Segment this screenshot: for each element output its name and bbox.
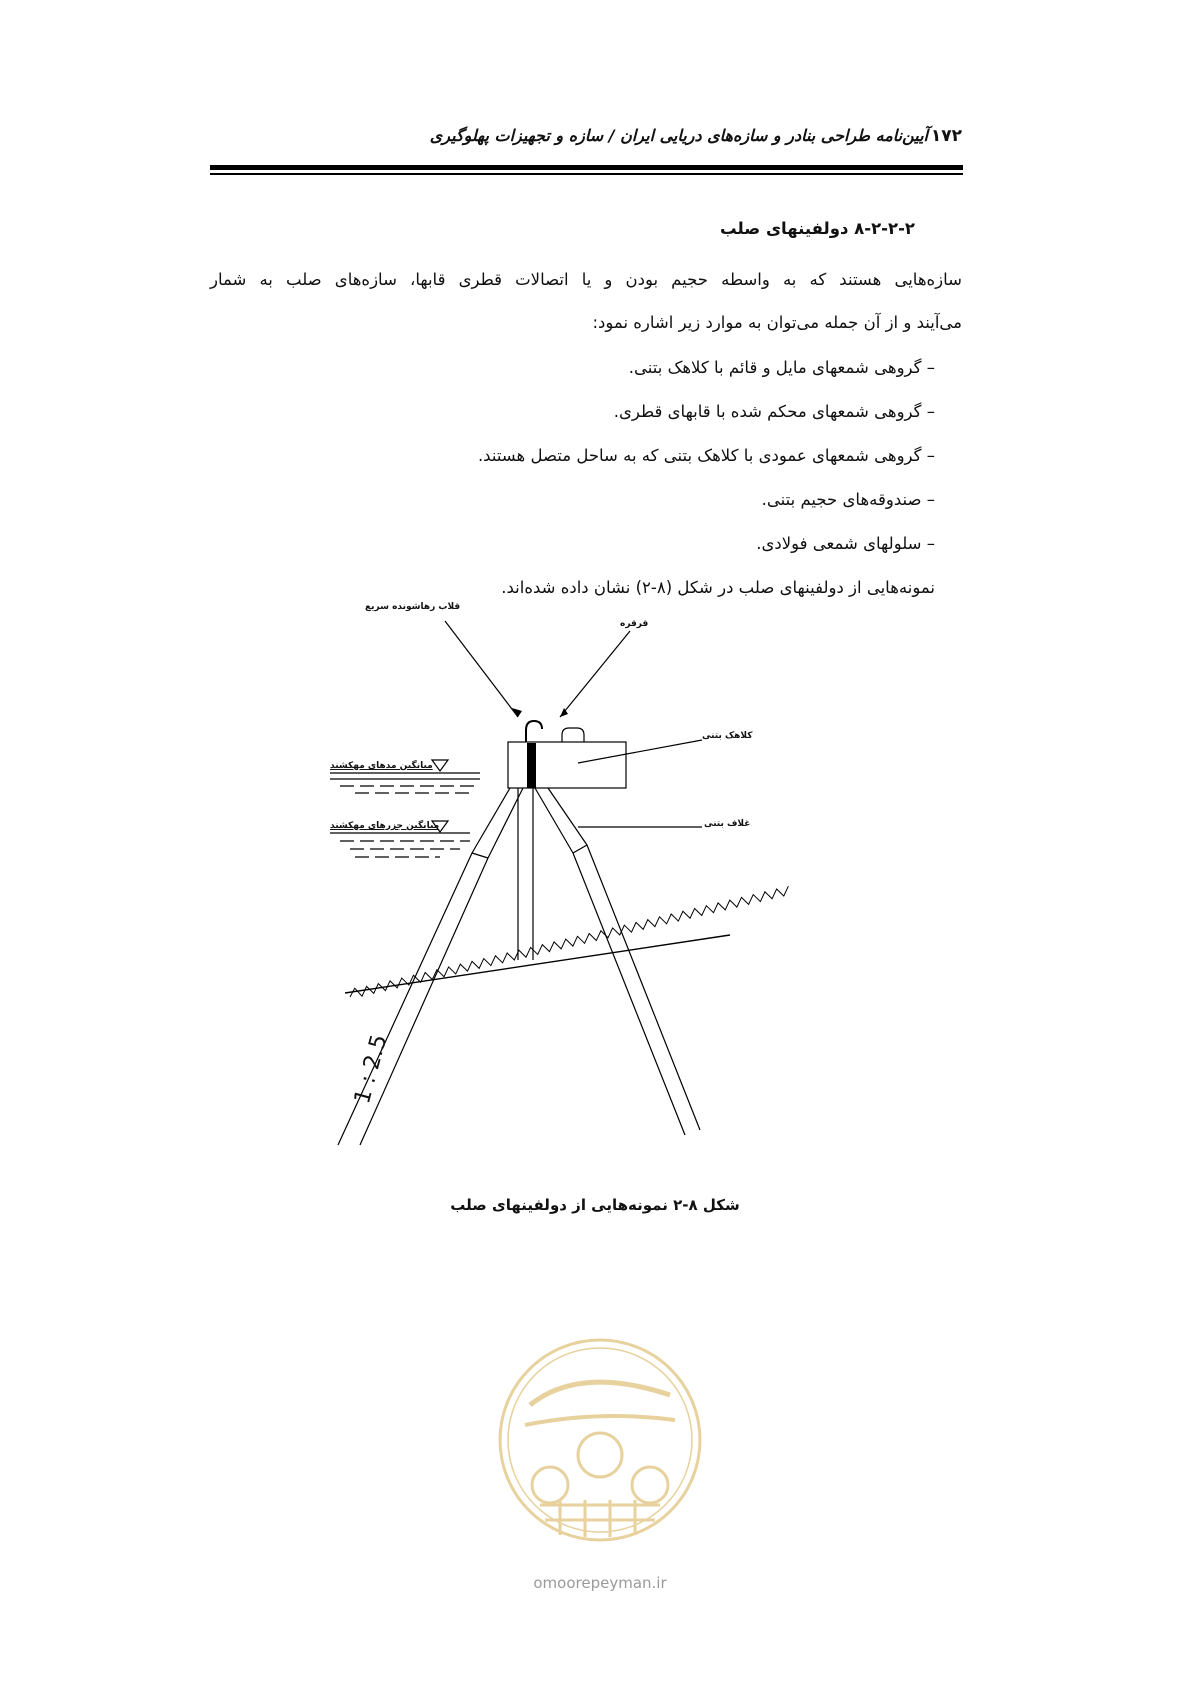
leader-line-hook (445, 621, 518, 717)
figure-caption: شکل ۸-۲ نمونه‌هایی از دولفینهای صلب (450, 1196, 740, 1214)
paragraph-line-2: می‌آیند و از آن جمله می‌توان به موارد زیر اشاره نمود: (592, 313, 962, 332)
label-concrete-cap: کلاهک بتنی (702, 731, 753, 741)
label-mean-low-water: میانگین جزرهای مهکشند (330, 821, 440, 831)
running-header (210, 126, 962, 156)
list-item: – گروهی شمعهای محکم شده با قابهای قطری. (613, 402, 935, 421)
watermark-url: omoorepeyman.ir (533, 1574, 667, 1592)
page-number: ۱۷۲ (930, 126, 962, 146)
concrete-cap-shape (508, 742, 626, 788)
running-header-title: آیین‌نامه طراحی بنادر و سازه‌های دریایی ایران / سازه و تجهیزات پهلوگیری (429, 126, 928, 145)
list-item: – گروهی شمعهای عمودی با کلاهک بتنی که به ساحل متصل هستند. (477, 446, 935, 465)
bollard-shape (562, 728, 584, 742)
watermark-seal-icon (490, 1325, 710, 1565)
dolphin-drawing (330, 605, 810, 1175)
list-item: – گروهی شمعهای مایل و قائم با کلاهک بتنی. (628, 358, 935, 377)
paragraph-line-1: سازه‌هایی هستند که به واسطه حجیم بودن و یا اتصالات قطری قابها، سازه‌های صلب به شمار (210, 270, 962, 289)
label-slope: 1 : 2.5 (350, 1032, 393, 1107)
watermark-logo (490, 1325, 710, 1565)
figure-reference-line: نمونه‌هایی از دولفینهای صلب در شکل (۸-۲) نشان داده شده‌اند. (501, 578, 935, 597)
label-bollard: قرقره (620, 619, 649, 629)
list-item: – سلولهای شمعی فولادی. (756, 534, 935, 553)
leader-line-bollard (560, 631, 630, 717)
hook-shape (526, 721, 542, 742)
list-item: – صندوقه‌های حجیم بتنی. (761, 490, 935, 509)
label-concrete-sleeve: غلاف بتنی (704, 819, 751, 829)
label-quick-release-hook: قلاب رهاشونده سریع (365, 602, 461, 612)
rigid-dolphin-figure (330, 602, 810, 1175)
label-mean-high-water: میانگین مدهای مهکشند (330, 761, 433, 771)
section-heading: ۸-۲-۲-۲ دولفینهای صلب (720, 219, 915, 238)
header-rule-thin (210, 173, 963, 175)
header-rule-thick (210, 165, 963, 170)
